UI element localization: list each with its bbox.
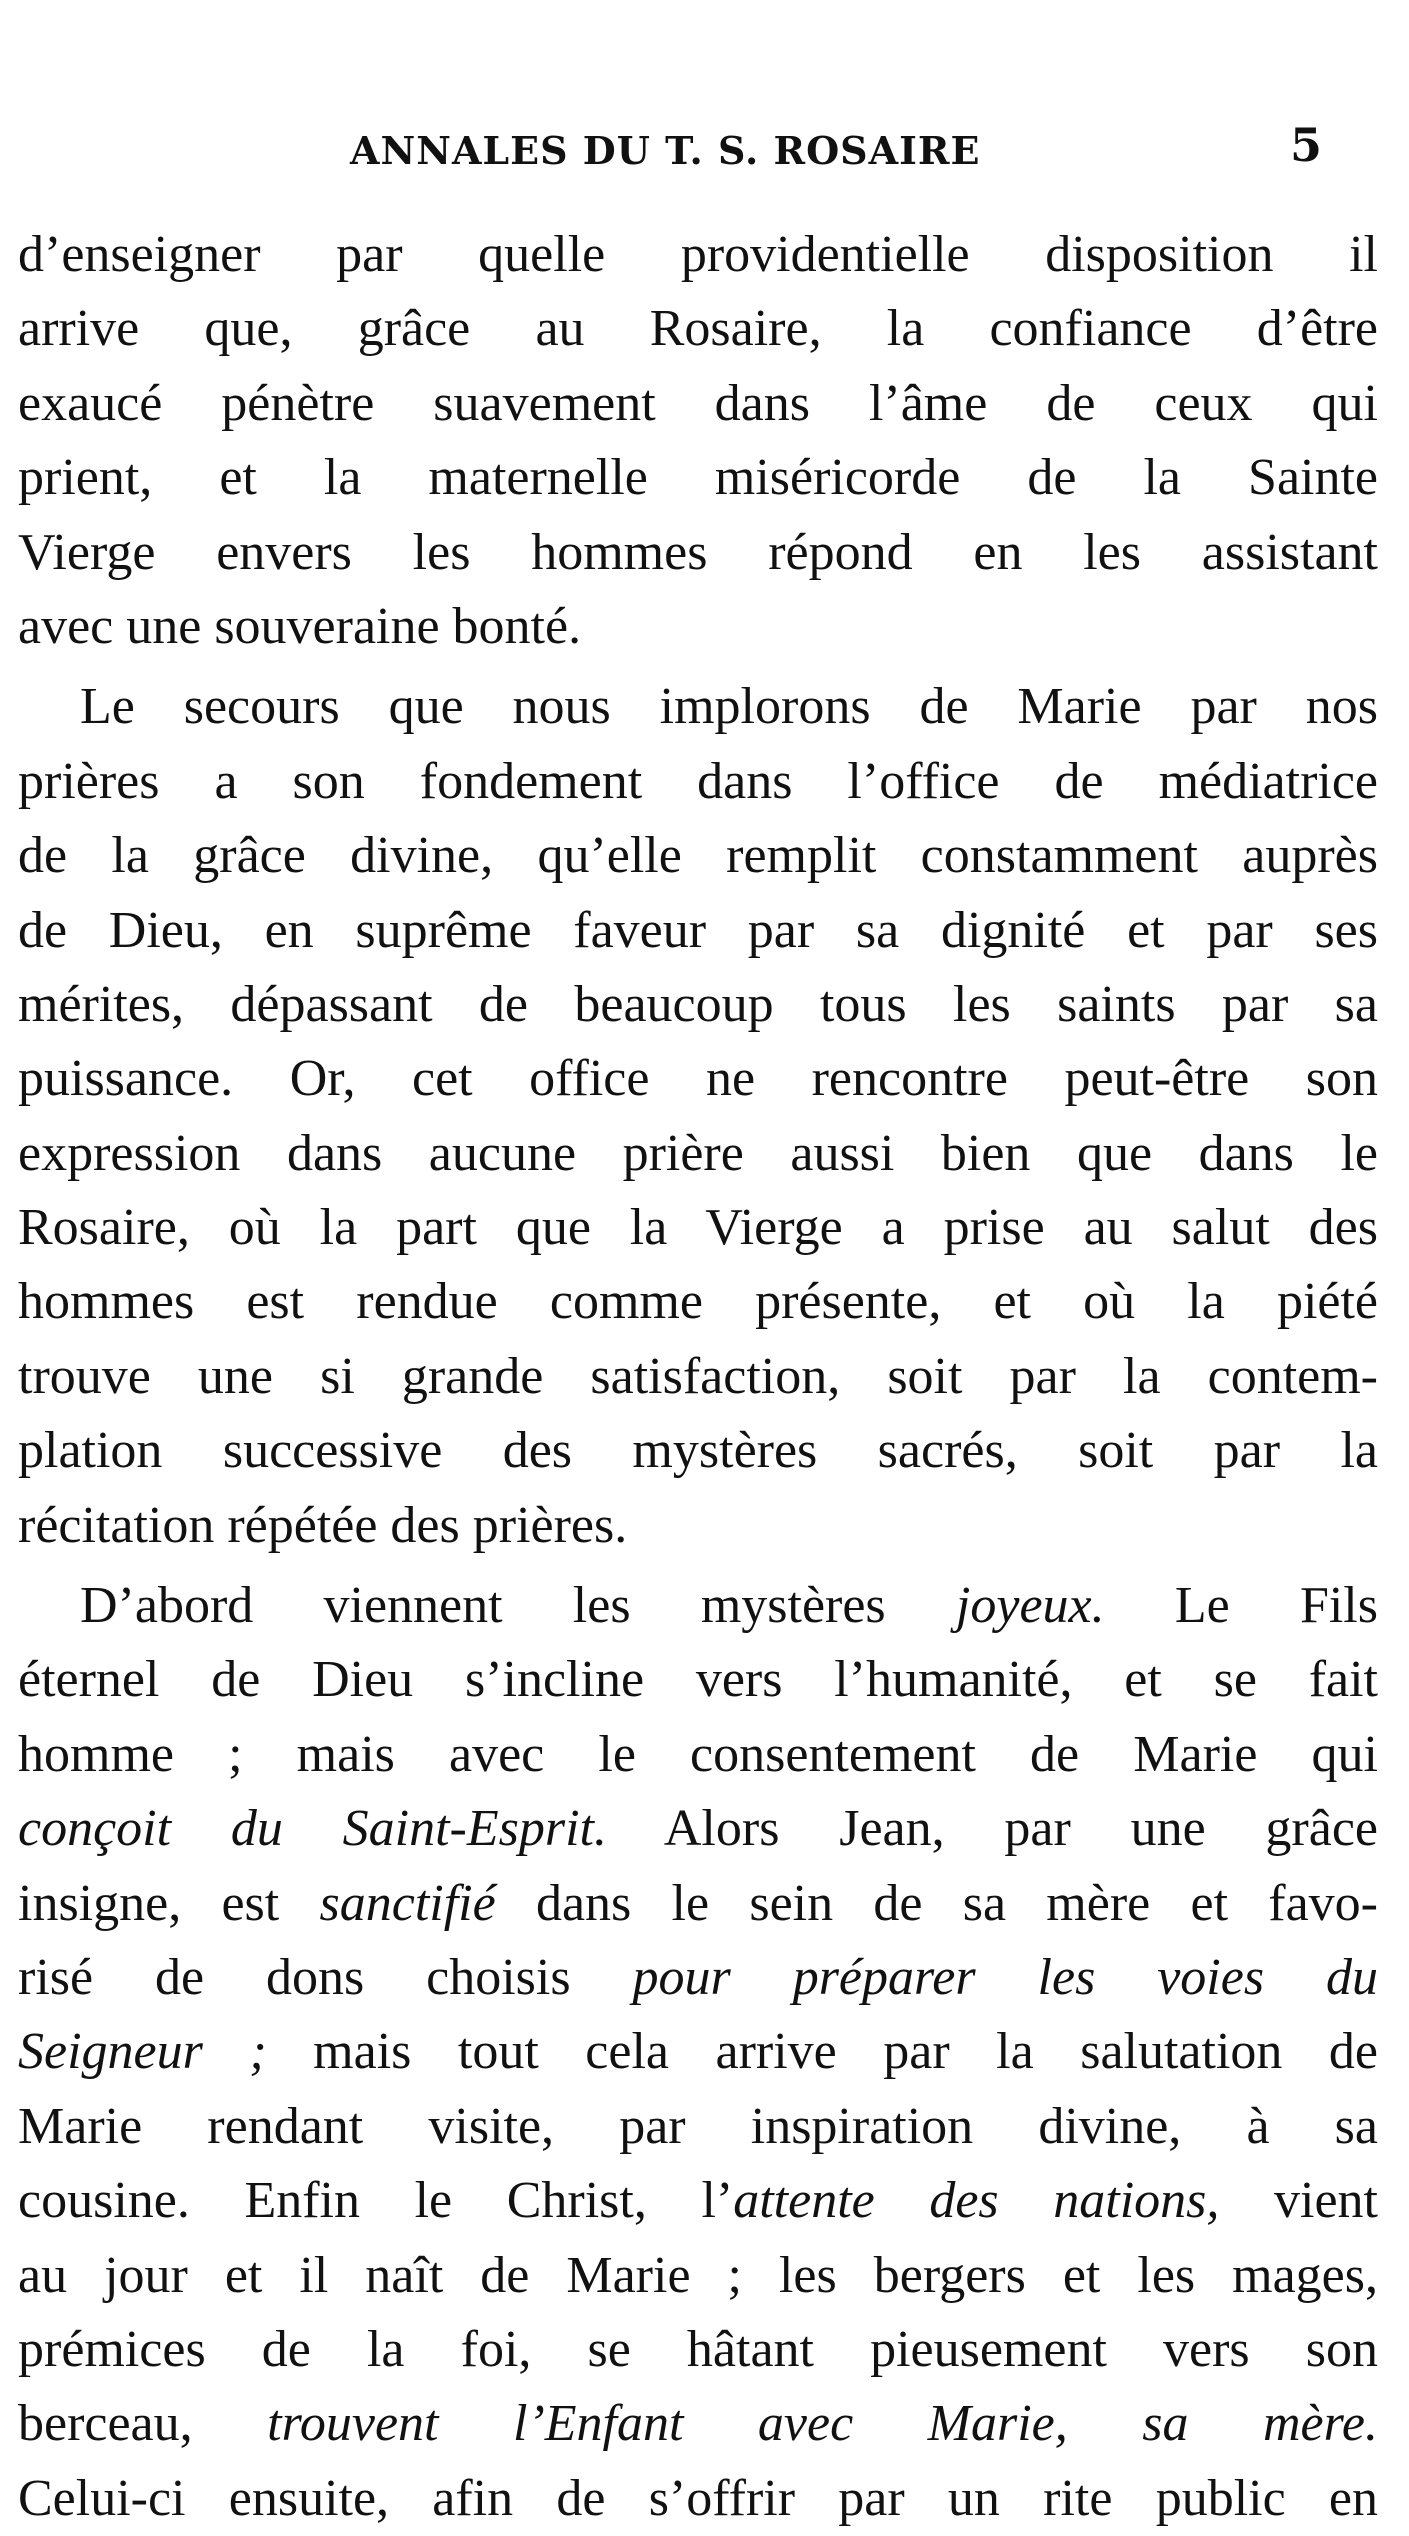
text-line: [18, 1792, 1378, 1866]
text-line: prières a son fondement dans l’office de médiatrice: [18, 752, 1378, 810]
paragraph-2: [18, 670, 1378, 1563]
italic-run: Seigneur ;: [18, 2023, 267, 2081]
text-run: vient: [1219, 2172, 1378, 2230]
text-line: expression dans aucune prière aussi bien que dans le: [18, 1124, 1378, 1182]
italic-run: attente des nations,: [733, 2172, 1220, 2230]
text-line: [18, 1867, 1378, 1941]
text-line: avec une souveraine bonté.: [18, 597, 582, 655]
text-line: au jour et il naît de Marie ; les bergers et les mages,: [18, 2246, 1378, 2304]
text-line: Vierge envers les hommes répond en les assistant: [18, 523, 1378, 581]
text-run: dans le sein de sa mère et favo-: [495, 1874, 1378, 1932]
text-run: mais tout cela arrive par la salutation de: [266, 2023, 1378, 2081]
text-line: Rosaire, où la part que la Vierge a prise au salut des: [18, 1199, 1378, 1257]
text-line: Marie rendant visite, par inspiration divine, à sa: [18, 2097, 1378, 2155]
text-line: de Dieu, en suprême faveur par sa dignité et par ses: [18, 901, 1378, 959]
text-line: [18, 2164, 1378, 2238]
text-line: puissance. Or, cet office ne rencontre peut-être son: [18, 1050, 1378, 1108]
text-line: récitation répétée des prières.: [18, 1496, 628, 1554]
text-run: berceau,: [18, 2395, 268, 2453]
text-line: [18, 1569, 1378, 1643]
paragraph-3: [18, 1569, 1378, 2536]
italic-run: trouvent l’Enfant avec Marie, sa mère.: [267, 2395, 1378, 2453]
text-line: plation successive des mystères sacrés, soit par la: [18, 1422, 1378, 1480]
text-line: prémices de la foi, se hâtant pieusement vers son: [18, 2320, 1378, 2378]
italic-run: conçoit du Saint-Esprit.: [18, 1800, 607, 1858]
paragraph-1: [18, 218, 1378, 664]
text-line: [18, 2387, 1378, 2461]
text-line: Le secours que nous implorons de Marie par nos: [80, 678, 1378, 736]
text-line: de la grâce divine, qu’elle remplit constamment auprès: [18, 827, 1378, 885]
text-line: exaucé pénètre suavement dans l’âme de ceux qui: [18, 374, 1378, 432]
text-line: prient, et la maternelle miséricorde de la Sainte: [18, 449, 1378, 507]
text-run: Le Fils: [1104, 1577, 1378, 1635]
text-line: hommes est rendue comme présente, et où la piété: [18, 1273, 1378, 1331]
body-text: [18, 218, 1378, 2536]
text-line: homme ; mais avec le consentement de Marie qui: [18, 1725, 1378, 1783]
text-line: d’enseigner par quelle providentielle disposition il: [18, 226, 1378, 283]
italic-run: joyeux.: [955, 1577, 1105, 1635]
text-run: risé de dons choisis: [18, 1948, 633, 2006]
text-line: [18, 1941, 1378, 2015]
page-number: 5: [1290, 118, 1323, 172]
text-line: trouve une si grande satisfaction, soit par la contem-: [18, 1347, 1378, 1405]
text-line: Celui-ci ensuite, afin de s’offrir par un rite public en: [18, 2469, 1378, 2527]
running-head: [0, 118, 1409, 178]
running-title: ANNALES DU T. S. ROSAIRE: [350, 128, 981, 173]
text-line: arrive que, grâce au Rosaire, la confiance d’être: [18, 300, 1378, 358]
text-line: mérites, dépassant de beaucoup tous les saints par sa: [18, 975, 1378, 1033]
italic-run: sanctifié: [319, 1874, 496, 1932]
text-line: éternel de Dieu s’incline vers l’humanité, et se fait: [18, 1651, 1378, 1709]
text-run: Alors Jean, par une grâce: [606, 1800, 1378, 1858]
text-run: insigne, est: [18, 1874, 320, 1932]
italic-run: pour préparer les voies du: [632, 1948, 1378, 2006]
text-run: D’abord viennent les mystères: [80, 1577, 956, 1635]
text-run: cousine. Enfin le Christ, l’: [18, 2172, 734, 2230]
text-line: [18, 2015, 1378, 2089]
